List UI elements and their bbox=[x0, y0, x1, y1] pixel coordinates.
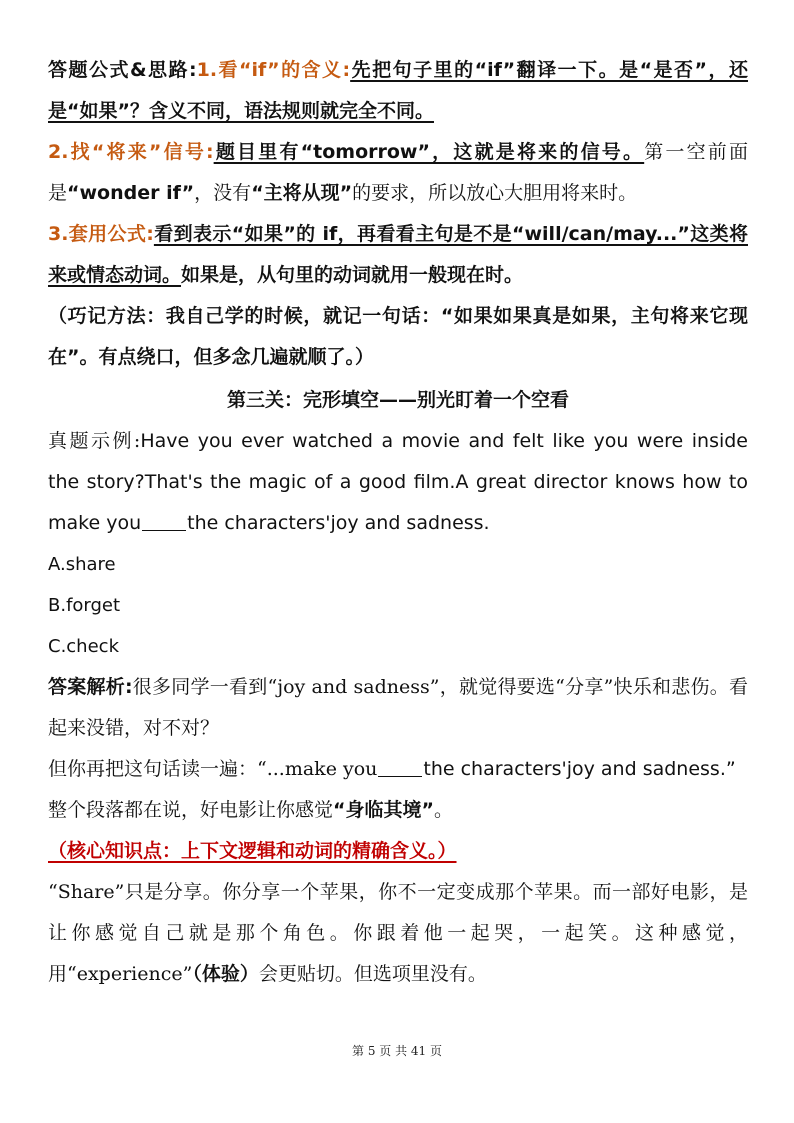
step1-label: 1.看“if”的含义: bbox=[196, 59, 351, 81]
step2-plain-a: 第一空前面是 bbox=[48, 141, 748, 204]
step2-plain-c: 的要求，所以放心大胆用将来时。 bbox=[352, 182, 638, 204]
explain-text-b: 会更贴切。但选项里没有。 bbox=[258, 963, 487, 985]
reread-text-a: 但你再把这句话读一遍：“...make you bbox=[48, 758, 378, 780]
context-paragraph bbox=[48, 790, 748, 831]
context-text-b: 。 bbox=[434, 799, 454, 821]
step2-plain-b: ，没有 bbox=[194, 182, 252, 204]
analysis-label: 答案解析: bbox=[48, 676, 133, 698]
option-b: B.forget bbox=[48, 595, 121, 616]
step3-bold: 如果是，从句里的动词就用一般现在时。 bbox=[181, 264, 524, 286]
option-c: C.check bbox=[48, 636, 119, 657]
reread-blank bbox=[378, 775, 422, 777]
step3-text: 看到表示“如果”的 if，再看看主句是不是“will/can/may...”这类将来或情态动词。 bbox=[48, 223, 748, 286]
option-a: A.share bbox=[48, 554, 116, 575]
step2-text: 题目里有“tomorrow”，这就是将来的信号。 bbox=[213, 141, 645, 163]
step1-paragraph bbox=[48, 50, 748, 132]
step2-bold2: “主将从现” bbox=[251, 182, 353, 204]
example-text-a: Have you ever watched a movie and felt like you were inside the story?That's the magic of a good film.A great director knows how to make you bbox=[48, 430, 748, 534]
context-text-a: 整个段落都在说，好电影让你感觉 bbox=[48, 799, 334, 821]
page-number: 第 5 页 共 41 页 bbox=[352, 1044, 442, 1058]
document-page bbox=[48, 50, 748, 995]
step3-paragraph bbox=[48, 214, 748, 296]
analysis-text: 很多同学一看到“joy and sadness”，就觉得要选“分享”快乐和悲伤。看起来没错，对不对？ bbox=[48, 676, 748, 739]
explain-text-a: “Share”只是分享。你分享一个苹果，你不一定变成那个苹果。而一部好电影，是让你感觉自己就是那个角色。你跟着他一起哭，一起笑。这种感觉，用“experience” bbox=[48, 881, 748, 985]
context-bold: “身临其境” bbox=[333, 799, 434, 821]
explain-paragraph bbox=[48, 872, 748, 995]
step2-label: 2.找“将来”信号: bbox=[48, 141, 214, 163]
example-paragraph bbox=[48, 421, 748, 544]
key-point: （核心知识点：上下文逻辑和动词的精确含义。） bbox=[48, 840, 457, 862]
step1-text: 先把句子里的“if”翻译一下。是“是否”，还是“如果”？含义不同，语法规则就完全不同。 bbox=[48, 59, 749, 122]
explain-bold: （体验） bbox=[192, 963, 259, 985]
example-label: 真题示例: bbox=[48, 430, 141, 452]
key-point-paragraph bbox=[48, 831, 748, 872]
answer-blank bbox=[142, 529, 186, 531]
section-title: 第三关：完形填空——别光盯着一个空看 bbox=[226, 389, 569, 411]
step2-paragraph bbox=[48, 132, 748, 214]
reread-paragraph bbox=[48, 749, 748, 790]
formula-heading: 答题公式&思路: bbox=[48, 59, 197, 81]
example-text-b: the characters'joy and sadness. bbox=[187, 512, 490, 534]
analysis-paragraph bbox=[48, 667, 748, 749]
step2-bold: “wonder if” bbox=[67, 182, 195, 204]
step3-label: 3.套用公式: bbox=[48, 223, 154, 245]
reread-text-b: the characters'joy and sadness.” bbox=[423, 758, 736, 780]
memory-tip: （巧记方法：我自己学的时候，就记一句话：“如果如果真是如果，主句将来它现在”。有点绕口，但多念几遍就顺了。） bbox=[48, 305, 748, 368]
